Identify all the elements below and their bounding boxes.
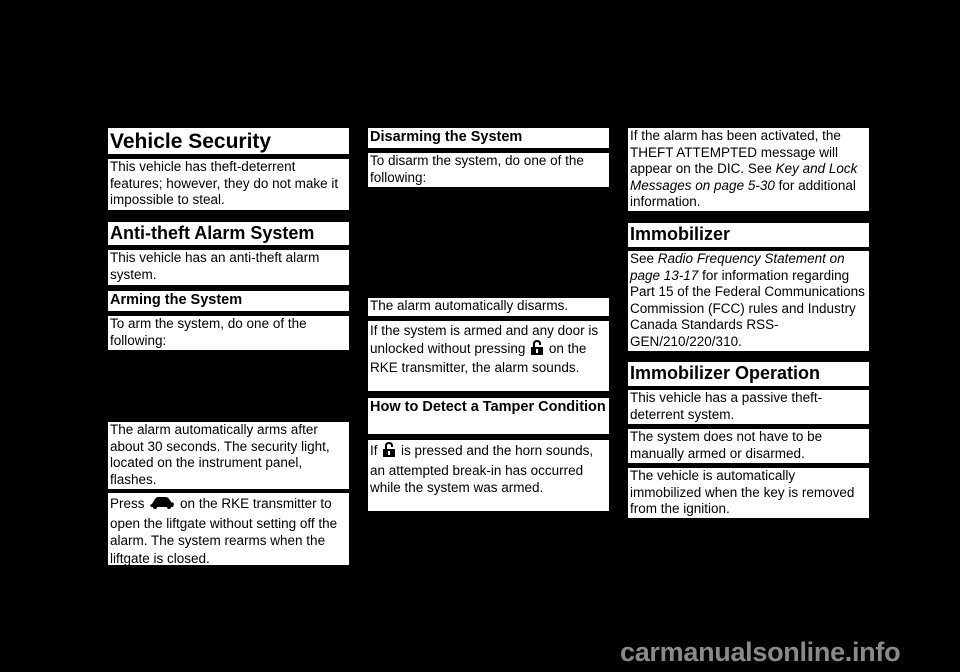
operation-text-2: The system does not have to be manually armed or disarmed. xyxy=(630,429,823,461)
operation-text-3: The vehicle is automatically immobilized when the key is removed from the ignition. xyxy=(630,468,855,517)
auto-arm-text: The alarm automatically arms after about 30 seconds. The security light, located on the instrument panel, flashes. xyxy=(110,422,330,487)
alarm-intro-text: This vehicle has an anti-theft alarm system. xyxy=(110,250,320,282)
subheading-disarming-text: Disarming the System xyxy=(370,129,523,145)
theft-message-after: for additional information. xyxy=(630,177,856,210)
unlock-icon xyxy=(531,340,543,360)
page-title-text: Vehicle Security xyxy=(110,130,272,153)
immobilizer-paragraph xyxy=(628,251,869,351)
section-heading-immobilizer-operation xyxy=(628,362,869,386)
intro-text: This vehicle has theft-deterrent features; however, they do not make it impossible to steal. xyxy=(110,159,339,208)
auto-arm-paragraph xyxy=(108,422,349,489)
immobilizer-text-before: See xyxy=(630,251,655,266)
intro-paragraph xyxy=(108,159,349,210)
liftgate-text-after: on the RKE transmitter to open the liftgate without setting off the alarm. The system rearms when the liftgate is closed. xyxy=(110,496,338,566)
unlock-icon xyxy=(383,442,395,462)
section-heading-operation-text: Immobilizer Operation xyxy=(630,363,821,383)
tamper-text-after: is pressed and the horn sounds, an attempted break-in has occurred while the system was armed. xyxy=(370,443,594,495)
section-heading-immobilizer-text: Immobilizer xyxy=(630,224,731,244)
subheading-tamper-text: How to Detect a Tamper Condition xyxy=(370,399,606,415)
watermark: carmanualsonline.info xyxy=(620,637,901,667)
door-unlock-text-before: If the system is armed and any door is unlocked without pressing xyxy=(370,323,599,356)
arm-intro-text: To arm the system, do one of the following: xyxy=(110,316,307,348)
operation-paragraph-2 xyxy=(628,429,869,463)
radio-frequency-link[interactable]: Radio Frequency Statement on page 13-17 xyxy=(630,251,845,283)
immobilizer-text-after: for information regarding Part 15 of the Federal Communications Commission (FCC) rules and Industry Canada Standards RSS-GEN/210/220/310. xyxy=(630,267,865,349)
section-heading-immobilizer xyxy=(628,223,869,247)
theft-message-paragraph xyxy=(628,128,869,211)
liftgate-paragraph xyxy=(108,493,349,565)
subheading-arming xyxy=(108,291,349,311)
arm-intro-paragraph xyxy=(108,316,349,350)
theft-message-text: If the alarm has been activated, the THEFT ATTEMPTED message will appear on the DIC. See xyxy=(630,128,841,177)
auto-disarm-text: The alarm automatically disarms. xyxy=(370,298,569,313)
operation-text-1: This vehicle has a passive theft-deterrent system. xyxy=(630,390,823,422)
liftgate-text-before: Press xyxy=(110,496,145,511)
door-unlock-text-after: on the RKE transmitter, the alarm sounds. xyxy=(370,340,587,375)
tamper-text-before: If xyxy=(370,443,378,458)
subheading-disarming xyxy=(368,128,609,148)
operation-paragraph-1 xyxy=(628,390,869,424)
subheading-tamper xyxy=(368,398,609,434)
section-heading-alarm xyxy=(108,222,349,245)
section-heading-alarm-text: Anti-theft Alarm System xyxy=(110,223,315,243)
auto-disarm-paragraph xyxy=(368,298,609,316)
tamper-paragraph xyxy=(368,440,609,511)
operation-paragraph-3 xyxy=(628,468,869,518)
vehicle-liftgate-icon xyxy=(150,496,174,515)
alarm-intro-paragraph xyxy=(108,250,349,285)
subheading-arming-text: Arming the System xyxy=(110,292,243,308)
disarm-intro-text: To disarm the system, do one of the following: xyxy=(370,153,584,185)
key-lock-messages-link[interactable]: Key and Lock Messages on page 5-30 xyxy=(630,161,858,193)
page-title xyxy=(108,128,349,154)
disarm-intro-paragraph xyxy=(368,153,609,187)
door-unlock-paragraph xyxy=(368,321,609,391)
